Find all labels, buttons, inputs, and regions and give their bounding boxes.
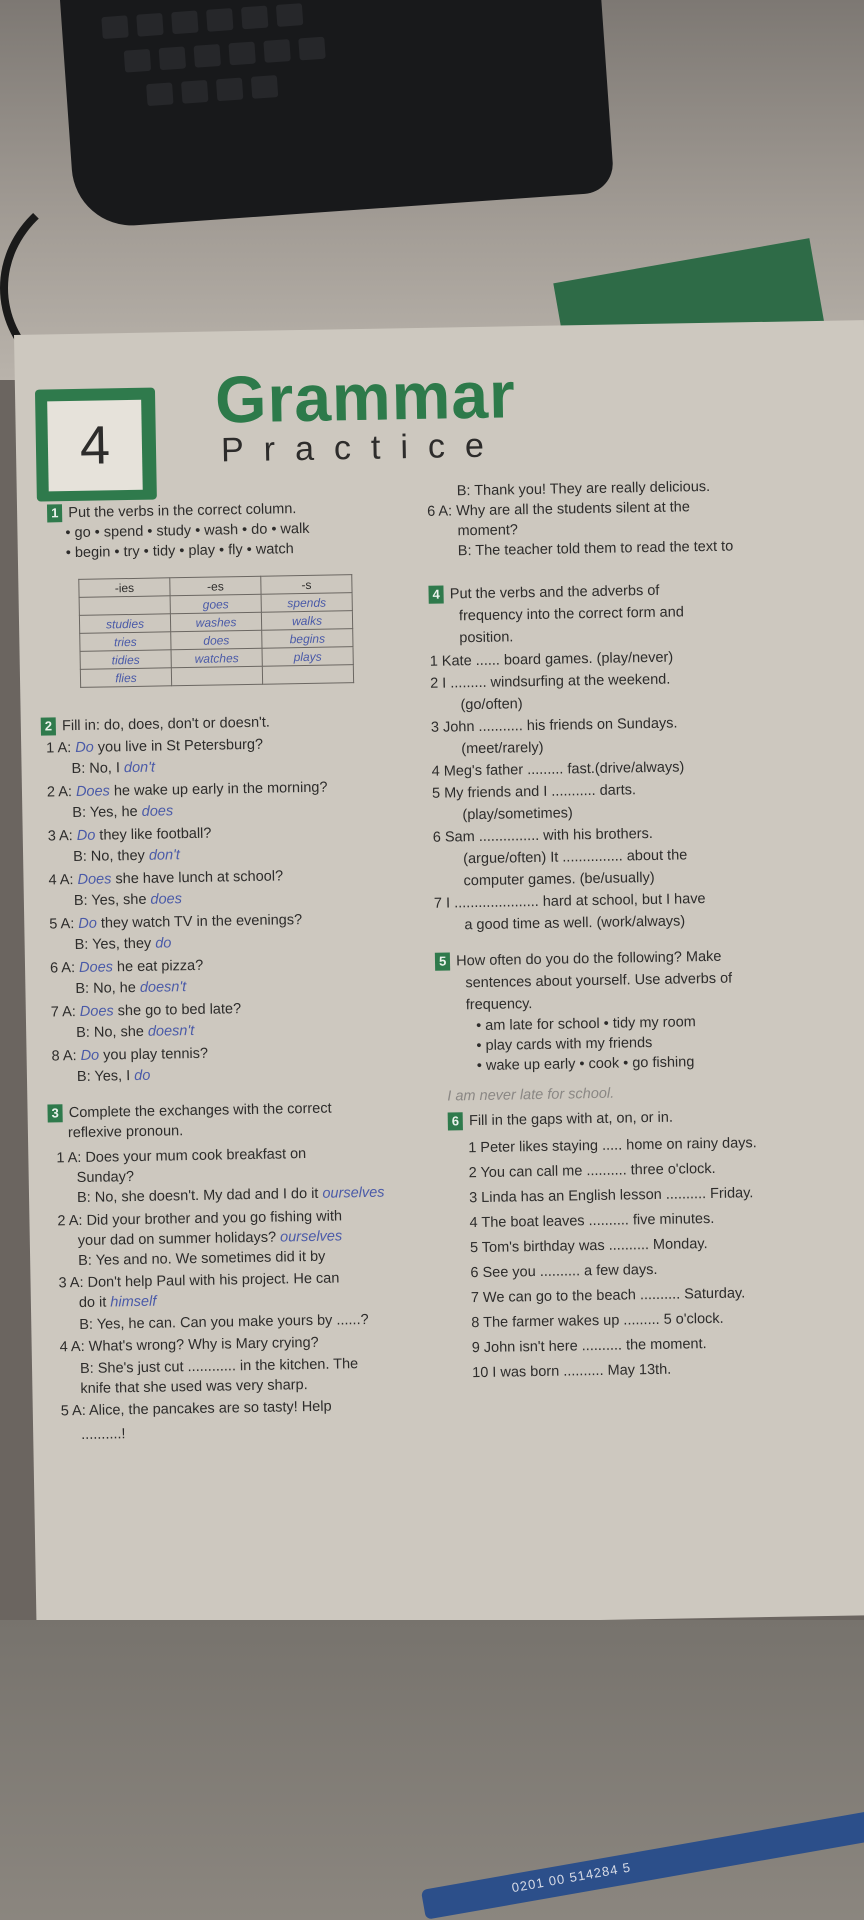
right-line: B: The teacher told them to read the text to [457,538,734,560]
page-subtitle: Practice [220,426,505,470]
ex5-heading-3: frequency. [465,996,533,1014]
ex4-line: 6 Sam ............... with his brothers. [432,825,653,846]
workbook-page [14,320,864,1630]
page-title: Grammar [214,357,517,437]
ex4-line: 7 I ..................... hard at school, but I have [433,891,706,912]
ex6-line: 7 We can go to the beach .......... Saturday. [470,1285,746,1307]
ex3-line: 3 A: Don't help Paul with his project. He can [58,1270,340,1292]
ex6-line: 1 Peter likes staying ..... home on rainy days. [468,1135,757,1157]
ex6-line: 8 The farmer wakes up ......... 5 o'clock. [471,1310,724,1332]
handwritten-answer: Do [80,1047,100,1064]
ex4-line: computer games. (be/usually) [463,869,655,890]
table-cell: tries [80,632,171,652]
table-cell: studies [79,614,170,634]
ex2-answer: B: No, he doesn't [75,979,187,998]
ex1-verbs-line1: • go • spend • study • wash • do • walk [65,520,310,542]
table-cell: flies [80,668,171,688]
handwritten-answer: do [155,935,172,952]
handwritten-answer: don't [123,759,156,777]
table-cell: plays [262,647,353,667]
ex2-question: 7 A: Does she go to bed late? [50,1001,242,1021]
ex2-answer: B: Yes, he does [72,803,174,822]
ex2-answer: B: Yes, I do [76,1067,151,1086]
table-cell: washes [170,612,261,632]
handwritten-answer: don't [148,847,181,864]
ex3-heading-2: reflexive pronoun. [67,1123,184,1142]
unit-number-box [35,388,157,502]
ex2-heading: 2 Fill in: do, does, don't or doesn't. [41,714,270,736]
handwritten-answer: Do [76,827,96,844]
ex2-answer: B: No, they don't [72,847,181,866]
ex5-example: I am never late for school. [447,1085,615,1105]
ex5-bullet: • am late for school • tidy my room [475,1014,696,1035]
pen-label: 0201 00 514284 5 [510,1859,633,1896]
ex2-question: 1 A: Do you live in St Petersburg? [46,736,264,757]
ex4-line: a good time as well. (work/always) [464,913,686,934]
ex1-verb-table [78,574,354,688]
ex3-line: B: She's just cut ............ in the kitchen. The [79,1356,359,1378]
ex3-line: Sunday? [76,1169,135,1187]
ex2-answer: B: No, she doesn't [76,1022,195,1042]
unit-number: 4 [47,400,143,492]
ex6-heading: 6 Fill in the gaps with at, on, or in. [448,1109,673,1131]
table-cell [262,665,353,685]
ex1-verbs-line2: • begin • try • tidy • play • fly • watch [65,541,294,562]
ex2-question: 2 A: Does he wake up early in the morning? [46,779,328,801]
ex4-line: (argue/often) It ............... about the [463,847,688,868]
ex3-line: 2 A: Did your brother and you go fishing with [57,1208,343,1230]
desk-below [0,1620,864,1920]
ex2-answer: B: Yes, they do [74,935,172,954]
ex3-heading: 3 Complete the exchanges with the correct [47,1100,331,1123]
ex3-line: your dad on summer holidays? ourselves [77,1228,343,1250]
ex6-line: 3 Linda has an English lesson .......... Friday. [468,1185,754,1207]
ex4-heading-3: position. [459,629,514,647]
ex5-heading-2: sentences about yourself. Use adverbs of [465,970,733,992]
ex2-answer: B: No, I don't [71,759,156,778]
ex6-line: 4 The boat leaves .......... five minutes. [469,1210,715,1232]
col-header: -s [261,575,352,595]
table-cell: spends [261,593,352,613]
right-line: 6 A: Why are all the students silent at the [427,499,691,520]
handwritten-answer: Does [77,871,112,888]
ex4-line: 2 I ......... windsurfing at the weekend. [430,671,671,692]
table-cell: tidies [80,650,171,670]
handwritten-answer: does [150,891,183,908]
ex2-question: 5 A: Do they watch TV in the evenings? [49,912,303,933]
table-cell: watches [171,648,262,668]
handwritten-answer: Do [75,739,94,756]
ex4-line: 3 John ........... his friends on Sundays. [430,715,678,736]
ex3-line: B: No, she doesn't. My dad and I do it ourselves [76,1184,385,1207]
ex3-line: do it himself [78,1293,157,1312]
ex3-line: B: Yes, he can. Can you make yours by ......? [79,1311,369,1334]
ex5-bullet: • wake up early • cook • go fishing [476,1054,695,1075]
ex4-line: (play/sometimes) [462,805,573,824]
ex4-heading-2: frequency into the correct form and [458,604,684,625]
ex5-bullet: • play cards with my friends [476,1034,653,1055]
handwritten-answer: doesn't [139,979,187,996]
handwritten-answer: doesn't [147,1022,195,1040]
ex6-line: 6 See you .......... a few days. [470,1261,658,1282]
handwritten-answer: Do [78,915,98,932]
ex6-line: 2 You can call me .......... three o'clock. [468,1160,716,1182]
col-header: -es [170,576,261,596]
ex2-question: 4 A: Does she have lunch at school? [48,868,284,889]
table-cell: walks [261,611,352,631]
ex3-line: 1 A: Does your mum cook breakfast on [56,1146,307,1167]
handwritten-answer: Does [79,1003,114,1020]
ex3-line: ..........! [81,1426,126,1443]
ex3-line: B: Yes and no. We sometimes did it by [78,1248,326,1270]
ex6-line: 10 I was born .......... May 13th. [472,1361,672,1382]
ex2-answer: B: Yes, she does [73,891,183,910]
ex4-line: 1 Kate ...... board games. (play/never) [429,649,674,670]
ex2-question: 6 A: Does he eat pizza? [49,957,204,977]
ex4-heading: 4 Put the verbs and the adverbs of [428,582,659,604]
handwritten-answer: Does [75,783,111,800]
ex2-question: 8 A: Do you play tennis? [51,1045,209,1065]
handwritten-answer: Does [78,959,114,976]
ex3-line: 4 A: What's wrong? Why is Mary crying? [59,1334,319,1356]
ex1-heading: 1 Put the verbs in the correct column. [47,500,297,522]
table-cell: goes [170,594,261,614]
handwritten-answer: does [141,803,174,820]
ex6-line: 5 Tom's birthday was .......... Monday. [469,1236,708,1257]
ex5-heading: 5 How often do you do the following? Make [435,948,722,971]
ex4-line: 5 My friends and I ........... darts. [431,782,637,802]
right-line: moment? [457,522,519,540]
handwritten-answer: do [134,1067,151,1085]
ex4-line: (meet/rarely) [461,739,544,758]
ex3-line: 5 A: Alice, the pancakes are so tasty! Help [60,1398,332,1420]
ex6-line: 9 John isn't here .......... the moment. [471,1336,707,1357]
ex4-line: (go/often) [460,696,523,714]
ex4-line: 4 Meg's father ......... fast.(drive/always) [431,759,685,780]
ex2-question: 3 A: Do they like football? [47,825,212,845]
table-cell: does [171,630,262,650]
table-cell [171,666,262,686]
table-cell: begins [262,629,353,649]
table-cell [79,596,170,616]
col-header: -ies [79,578,170,598]
ex3-line: knife that she used was very sharp. [80,1377,308,1398]
right-line: B: Thank you! They are really delicious. [456,478,711,500]
